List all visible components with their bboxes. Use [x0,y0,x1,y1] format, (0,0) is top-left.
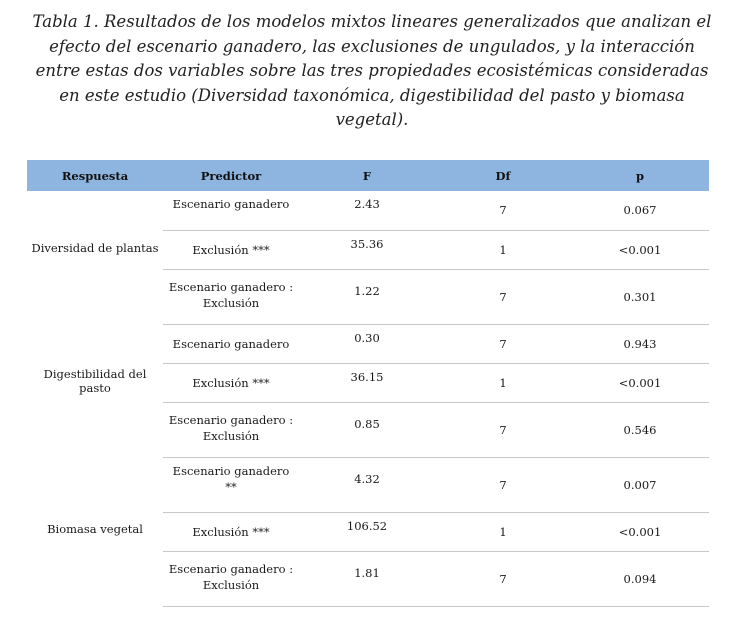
table-row [27,457,709,512]
header-respuesta: Respuesta [27,160,163,191]
f-cell: 0.30 [299,324,435,363]
predictor-cell: Escenario ganadero : Exclusión [163,551,299,606]
header-predictor: Predictor [163,160,299,191]
p-cell: 0.943 [571,324,709,363]
f-cell: 36.15 [299,363,435,402]
df-cell: 7 [435,402,571,457]
f-cell: 0.85 [299,402,435,457]
table-row [27,324,709,363]
predictor-cell: Escenario ganadero : Exclusión [163,402,299,457]
predictor-cell: Escenario ganadero : Exclusión [163,269,299,324]
predictor-cell: Exclusión *** [163,363,299,402]
p-cell: <0.001 [571,230,709,269]
df-cell: 1 [435,363,571,402]
table-caption: Tabla 1. Resultados de los modelos mixtos lineares generalizados que analizan el efecto del escenario ganadero, las exclusiones de ungulados, y la interacción entre estas dos variables sobre las tres propiedades ecosistémicas consideradas en este estudio (Diversidad taxonómica, digestibilidad del pasto y biomasa vegetal). [32,12,712,129]
p-cell: <0.001 [571,363,709,402]
df-cell: 7 [435,191,571,230]
predictor-cell: Exclusión *** [163,512,299,551]
f-cell: 35.36 [299,230,435,269]
respuesta-cell: Digestibilidad del pasto [43,366,147,395]
p-cell: 0.094 [571,551,709,606]
df-cell: 7 [435,457,571,512]
p-cell: 0.301 [571,269,709,324]
header-df: Df [435,160,571,191]
df-cell: 1 [435,230,571,269]
f-cell: 1.81 [299,551,435,606]
p-cell: 0.007 [571,457,709,512]
predictor-cell: Exclusión *** [163,230,299,269]
header-p: p [571,160,709,191]
header-f: F [299,160,435,191]
p-cell: 0.067 [571,191,709,230]
f-cell: 4.32 [299,457,435,512]
df-cell: 7 [435,269,571,324]
df-cell: 7 [435,551,571,606]
respuesta-cell: Diversidad de plantas [31,240,159,255]
table-row [27,191,709,230]
predictor-cell: Escenario ganadero ** [163,457,299,512]
p-cell: 0.546 [571,402,709,457]
predictor-cell: Escenario ganadero [163,191,299,230]
df-cell: 1 [435,512,571,551]
df-cell: 7 [435,324,571,363]
predictor-cell: Escenario ganadero [163,324,299,363]
respuesta-cell: Biomasa vegetal [47,521,143,536]
p-cell: <0.001 [571,512,709,551]
f-cell: 2.43 [299,191,435,230]
results-table [27,160,709,607]
f-cell: 106.52 [299,512,435,551]
f-cell: 1.22 [299,269,435,324]
